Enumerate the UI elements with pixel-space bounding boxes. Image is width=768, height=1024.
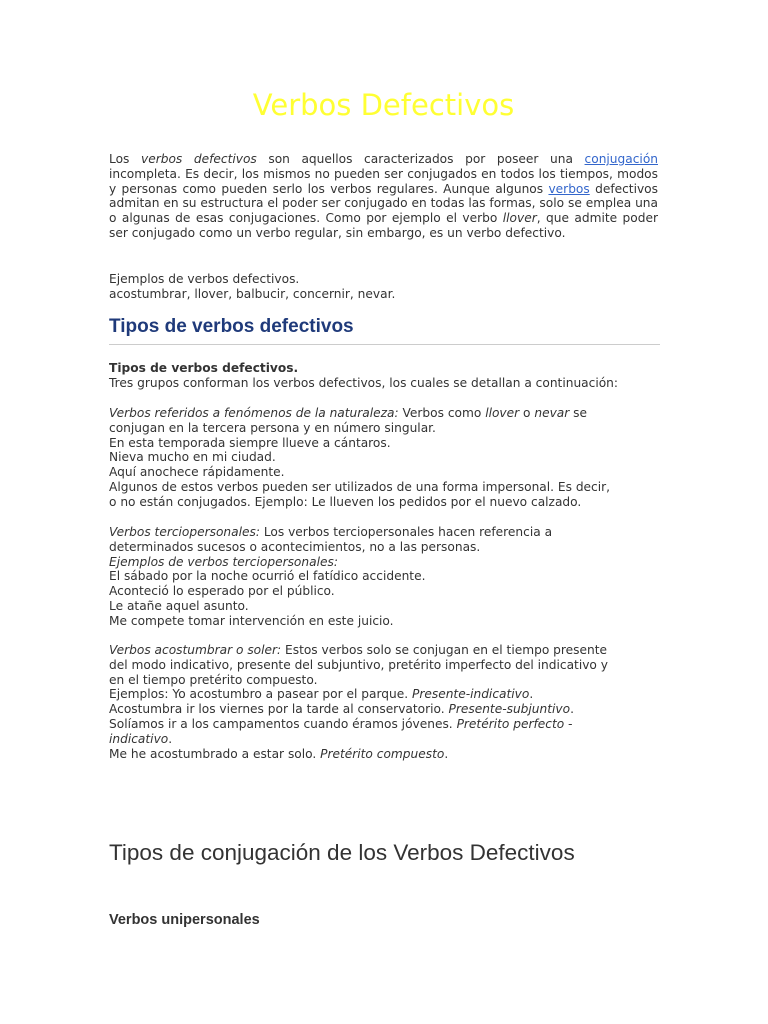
section-heading-conjugacion: Tipos de conjugación de los Verbos Defectivos [109, 840, 575, 865]
link-verbos[interactable]: verbos [548, 181, 590, 196]
tipos-intro: Tipos de verbos defectivos. Tres grupos conforman los verbos defectivos, los cuales se detallan a continuación: [109, 361, 619, 390]
intro-paragraph: Los verbos defectivos son aquellos caracterizados por poseer una conjugación incompleta. Es decir, los mismos no pueden ser conjugados en todos los tiempos, modos y personas como pueden serlo los verbos regulares. Aunque algunos verbos defectivos admitan en su estructura el poder ser conjugado en todas las formas, solo se emplea una o algunas de esas conjugaciones. Como por ejemplo el verbo llover, que admite poder ser conjugado como un verbo regular, sin embargo, es un verbo defectivo. [109, 152, 658, 240]
page-title: Verbos Defectivos [252, 88, 515, 122]
group-naturaleza: Verbos referidos a fenómenos de la naturaleza: Verbos como llover o nevar se conjugan en la tercera persona y en número singular. En esta temporada siempre llueve a cántaros. Nieva mucho en mi ciudad. Aquí anochece rápidamente. Algunos de estos verbos pueden ser utilizados de una forma impersonal. Es decir, o no están conjugados. Ejemplo: Le llueven los pedidos por el nuevo calzado. [109, 406, 611, 509]
group-acostumbrar: Verbos acostumbrar o soler: Estos verbos solo se conjugan en el tiempo presente del modo indicativo, presente del subjuntivo, pretérito imperfecto del indicativo y en el tiempo pretérito compuesto. Ejemplos: Yo acostumbro a pasear por el parque. Presente-indicativo. Acostumbra ir los viernes por la tarde al conservatorio. Presente-subjuntivo. Solíamos ir a los campamentos cuando éramos jóvenes. Pretérito perfecto - indicativo. Me he acostumbrado a estar solo. Pretérito compuesto. [109, 643, 608, 761]
group-terciopersonales: Verbos terciopersonales: Los verbos terciopersonales hacen referencia a determinados sucesos o acontecimientos, no a las personas. Ejemplos de verbos terciopersonales: El sábado por la noche ocurrió el fatídico accidente. Aconteció lo esperado por el público. Le atañe aquel asunto. Me compete tomar intervención en este juicio. [109, 525, 553, 628]
subheading-unipersonales: Verbos unipersonales [109, 912, 260, 928]
link-conjugacion[interactable]: conjugación [584, 152, 658, 166]
section-heading-tipos: Tipos de verbos defectivos [109, 316, 660, 345]
examples-block: Ejemplos de verbos defectivos. acostumbrar, llover, balbucir, concernir, nevar. [109, 272, 396, 301]
